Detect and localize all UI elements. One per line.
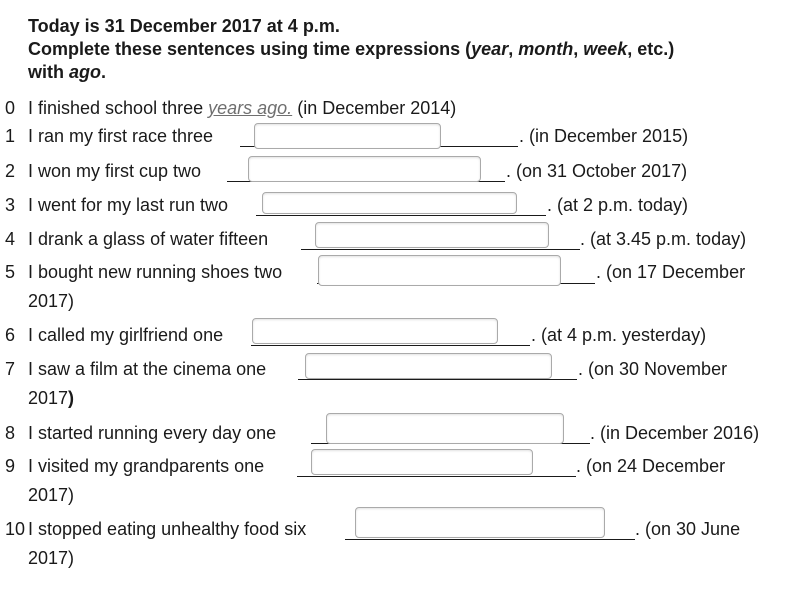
answer-input[interactable] [311, 449, 533, 475]
item-prompt: I saw a film at the cinema one [28, 359, 267, 379]
answer-input[interactable] [315, 222, 549, 248]
exercise-item-4 [0, 225, 796, 253]
item-hint: . (on 24 December [576, 456, 726, 476]
item-prompt: I bought new running shoes two [28, 262, 283, 282]
exercise-item-7 [0, 355, 796, 383]
example-answer: years ago. [208, 98, 293, 118]
answer-input[interactable] [305, 353, 552, 379]
answer-underline [298, 379, 577, 380]
item-prompt: I visited my grandparents one [28, 456, 265, 476]
item-number: 2 [5, 161, 16, 181]
item-hint: . (in December 2015) [519, 126, 689, 146]
item-number: 5 [5, 262, 16, 282]
item-number: 4 [5, 229, 16, 249]
exercise-item-1 [0, 122, 796, 150]
item-hint: . (on 30 June [635, 519, 741, 539]
item-sentence: I finished school three years ago. (in December 2014) [28, 98, 457, 118]
answer-underline [256, 215, 546, 216]
item-hint: . (at 4 p.m. yesterday) [531, 325, 707, 345]
answer-underline [251, 345, 530, 346]
answer-input[interactable] [248, 156, 481, 182]
answer-input[interactable] [254, 123, 441, 149]
item-hint: . (at 3.45 p.m. today) [580, 229, 747, 249]
item-number: 6 [5, 325, 16, 345]
item-hint: . (on 31 October 2017) [506, 161, 688, 181]
item-prompt: I drank a glass of water fifteen [28, 229, 269, 249]
answer-underline [345, 539, 635, 540]
exercise-item-3 [0, 191, 796, 219]
item-number: 1 [5, 126, 16, 146]
item-hint: . (on 17 December [596, 262, 746, 282]
instruction-task: Complete these sentences using time expressions (year, month, week, etc.) [28, 39, 675, 59]
exercise-item-8 [0, 419, 796, 447]
answer-underline [297, 476, 576, 477]
exercise-item-6 [0, 321, 796, 349]
item-number: 10 [5, 519, 26, 539]
item-hint-continued: 2017) [28, 388, 75, 408]
item-number: 9 [5, 456, 16, 476]
instructions [28, 15, 674, 84]
item-prompt: I went for my last run two [28, 195, 229, 215]
item-prompt: I won my first cup two [28, 161, 202, 181]
item-number: 7 [5, 359, 16, 379]
answer-input[interactable] [318, 255, 561, 286]
item-hint-continued: 2017) [28, 548, 75, 568]
answer-underline [301, 249, 580, 250]
item-prompt: I called my girlfriend one [28, 325, 224, 345]
exercise-item-0 [0, 94, 796, 122]
instruction-ago: with ago. [28, 62, 107, 82]
exercise-item-5 [0, 258, 796, 286]
answer-input[interactable] [252, 318, 498, 344]
item-hint-continued: 2017) [28, 291, 75, 311]
item-hint-continued: 2017) [28, 485, 75, 505]
item-hint: . (on 30 November [578, 359, 728, 379]
answer-input[interactable] [262, 192, 517, 214]
item-prompt: I stopped eating unhealthy food six [28, 519, 307, 539]
item-hint: . (in December 2016) [590, 423, 760, 443]
item-prompt: I ran my first race three [28, 126, 214, 146]
item-hint: (in December 2014) [297, 98, 457, 118]
item-hint: . (at 2 p.m. today) [547, 195, 689, 215]
item-number: 8 [5, 423, 16, 443]
answer-input[interactable] [326, 413, 564, 444]
instruction-date: Today is 31 December 2017 at 4 p.m. [28, 16, 340, 36]
item-prompt: I started running every day one [28, 423, 277, 443]
answer-input[interactable] [355, 507, 605, 538]
exercise-item-2 [0, 157, 796, 185]
item-number: 3 [5, 195, 16, 215]
exercise-item-10 [0, 515, 796, 543]
exercise-item-9 [0, 452, 796, 480]
item-number: 0 [5, 98, 16, 118]
